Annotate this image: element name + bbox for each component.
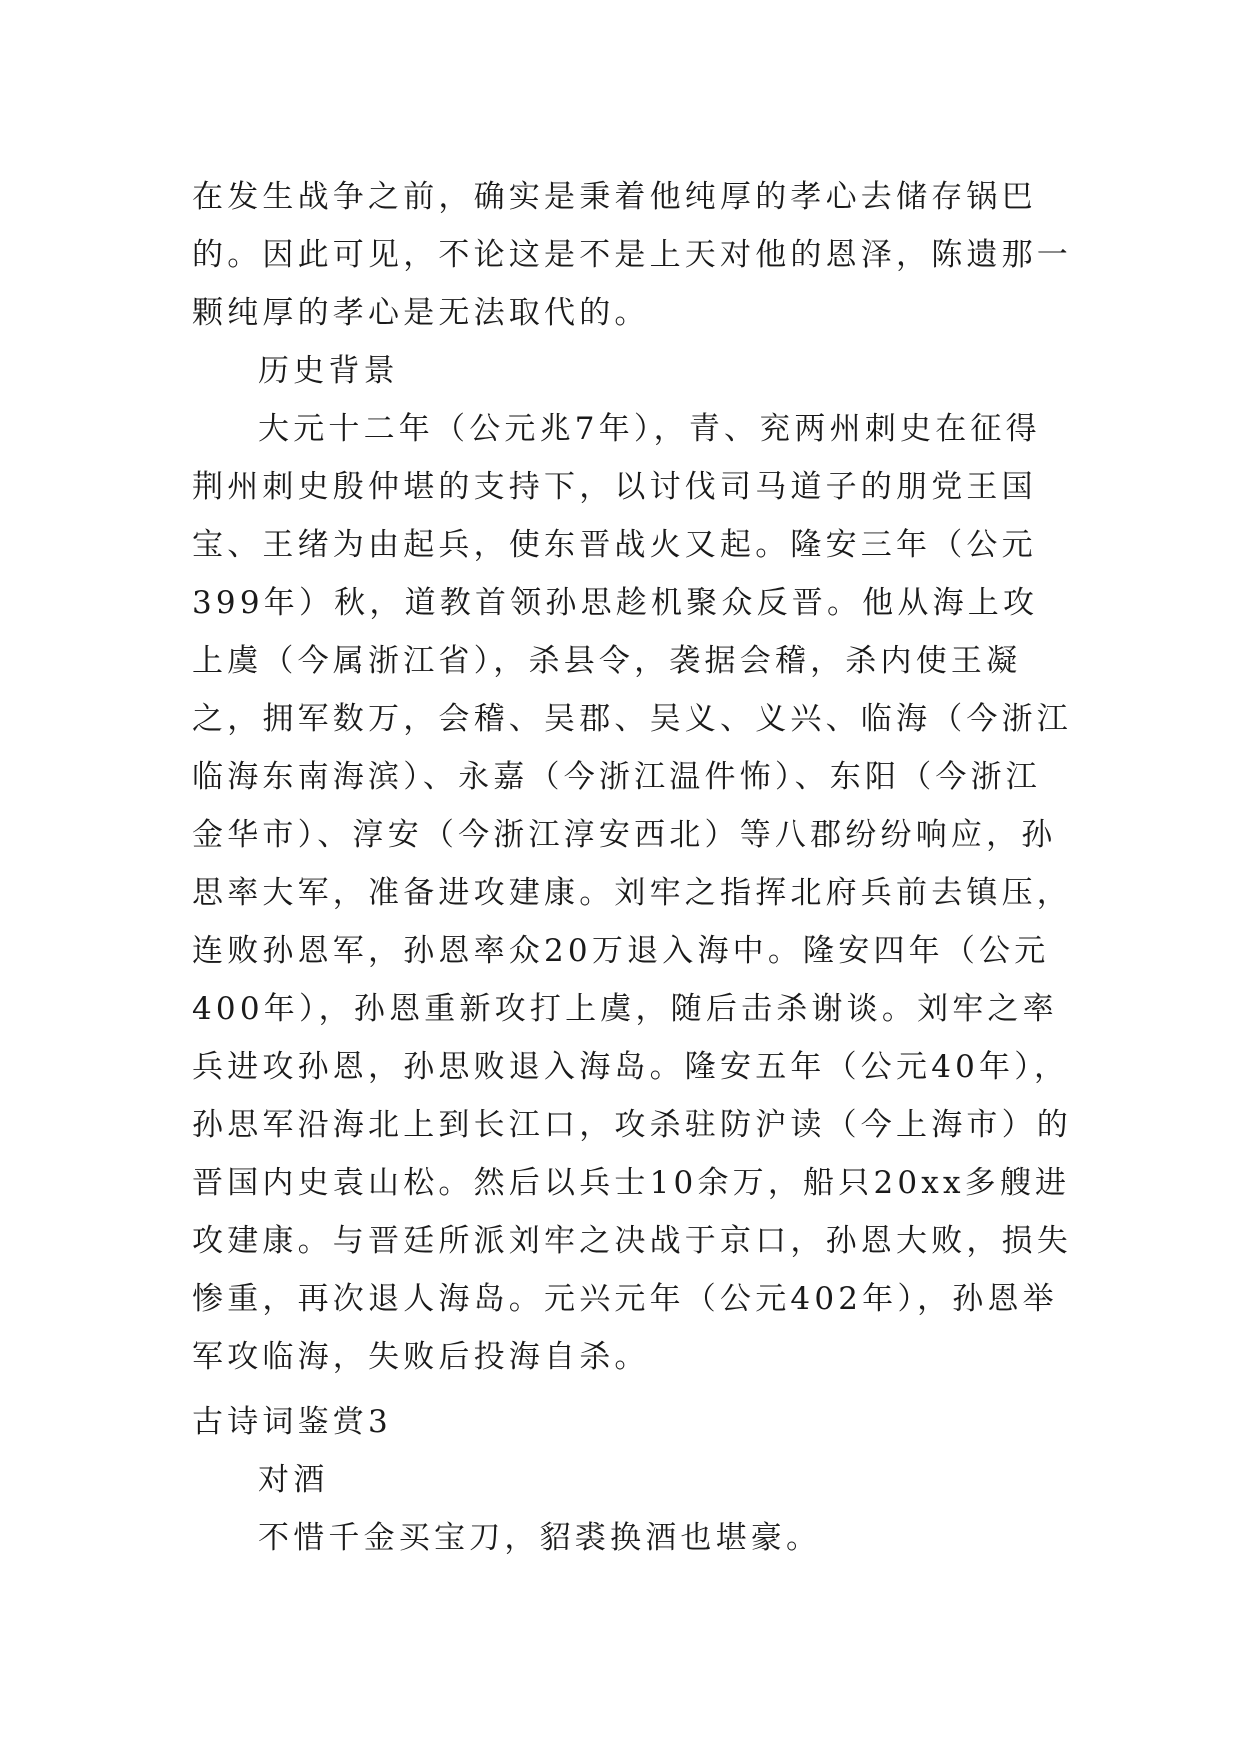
paragraph-history: 大元十二年（公元兆7年），青、兖两州刺史在征得荆州刺史殷仲堪的支持下，以讨伐司马道子的朋党王国宝、王绪为由起兵，使东晋战火又起。隆安三年（公元399年）秋，道教首领孙思趁机聚众反晋。他从海上攻上虞（今属浙江省），杀县令，袭据会稽，杀内使王凝之，拥军数万，会稽、吴郡、吴义、义兴、临海（今浙江临海东南海滨）、永嘉（今浙江温件怖）、东阳（今浙江金华市）、淳安（今浙江淳安西北）等八郡纷纷响应，孙思率大军，准备进攻建康。刘牢之指挥北府兵前去镇压，连败孙恩军，孙恩率众20万退入海中。隆安四年（公元400年），孙恩重新攻打上虞，随后击杀谢谈。刘牢之率兵进攻孙恩，孙思败退入海岛。隆安五年（公元40年），孙思军沿海北上到长江口，攻杀驻防沪读（今上海市）的晋国内史袁山松。然后以兵士10余万，船只20xx多艘进攻建康。与晋廷所派刘牢之决战于京口，孙恩大败，损失惨重，再次退人海岛。元兴元年（公元402年），孙恩举军攻临海，失败后投海自杀。 [192, 411, 1072, 1375]
subheading-historical-background: 历史背景 [258, 353, 399, 389]
body-text-block [192, 168, 1072, 1386]
poem-title: 对酒 [258, 1462, 329, 1498]
paragraph-filial-piety: 在发生战争之前，确实是秉着他纯厚的孝心去储存锅巴的。因此可见，不论这是不是上天对他的恩泽，陈遗那一颗纯厚的孝心是无法取代的。 [192, 179, 1072, 331]
section-heading: 古诗词鉴赏3 [192, 1404, 392, 1440]
poem-line: 不惜千金买宝刀，貂裘换酒也堪豪。 [258, 1520, 822, 1556]
poetry-section [192, 1393, 1072, 1567]
